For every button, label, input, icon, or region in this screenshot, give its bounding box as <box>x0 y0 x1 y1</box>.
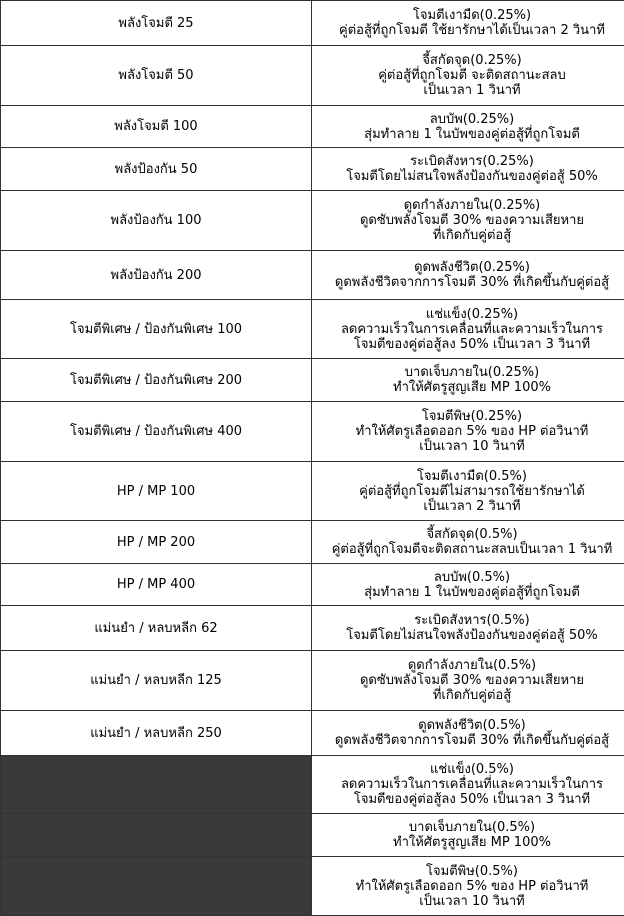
effect-detail-line: ทำให้ศัตรูเลือดออก 5% ของ HP ต่อวินาที <box>316 879 624 894</box>
effect-detail-line: ทำให้ศัตรูเลือดออก 5% ของ HP ต่อวินาที <box>316 424 624 439</box>
effect-name: บาดเจ็บภายใน(0.25%) <box>316 365 624 380</box>
stat-requirement-cell: พลังป้องกัน 200 <box>1 251 312 300</box>
table-row <box>1 106 624 148</box>
table-row <box>1 564 624 606</box>
effect-name: ลบบัพ(0.5%) <box>316 570 624 585</box>
effect-detail-line: คู่ต่อสู้ที่ถูกโจมตีไม่สามารถใช้ยารักษาได้ <box>316 484 624 499</box>
stat-requirement-cell: พลังป้องกัน 50 <box>1 148 312 191</box>
effect-detail-line: ทำให้ศัตรูสูญเสีย MP 100% <box>316 380 624 395</box>
effect-description-cell <box>312 462 624 521</box>
effect-detail-line: คู่ต่อสู้ที่ถูกโจมตี ใช้ยารักษาได้เป็นเวลา 2 วินาที <box>316 23 624 38</box>
stat-requirement-cell: โจมตีพิเศษ / ป้องกันพิเศษ 200 <box>1 359 312 402</box>
effect-detail-line: เป็นเวลา 1 วินาที <box>316 83 624 98</box>
effect-detail-line: โจมตีโดยไม่สนใจพลังป้องกันของคู่ต่อสู้ 50% <box>316 628 624 643</box>
stat-requirement-cell: แม่นยำ / หลบหลีก 125 <box>1 651 312 711</box>
table-row <box>1 251 624 300</box>
effect-description-cell <box>312 756 624 814</box>
stat-requirement-cell: โจมตีพิเศษ / ป้องกันพิเศษ 400 <box>1 402 312 462</box>
effect-description-cell <box>312 521 624 564</box>
effect-detail-line: ลดความเร็วในการเคลื่อนที่และความเร็วในการ <box>316 322 624 337</box>
stat-requirement-cell: พลังป้องกัน 100 <box>1 191 312 251</box>
effect-detail-line: คู่ต่อสู้ที่ถูกโจมตีจะติดสถานะสลบเป็นเวลา 1 วินาที <box>316 542 624 557</box>
table-row <box>1 300 624 359</box>
effect-name: จี้สกัดจุด(0.25%) <box>316 53 624 68</box>
effect-name: โจมตีพิษ(0.5%) <box>316 864 624 879</box>
table-row <box>1 711 624 756</box>
stat-requirement-cell: พลังโจมตี 50 <box>1 46 312 106</box>
effect-description-cell <box>312 857 624 916</box>
effect-detail-line: เป็นเวลา 2 วินาที <box>316 499 624 514</box>
stat-requirement-cell: พลังโจมตี 100 <box>1 106 312 148</box>
effect-description-cell <box>312 191 624 251</box>
table-row <box>1 651 624 711</box>
stat-requirement-cell: แม่นยำ / หลบหลีก 62 <box>1 606 312 651</box>
effect-detail-line: โจมตีโดยไม่สนใจพลังป้องกันของคู่ต่อสู้ 50% <box>316 169 624 184</box>
effect-detail-line: โจมตีของคู่ต่อสู้ลง 50% เป็นเวลา 3 วินาที <box>316 792 624 807</box>
effect-detail-line: ดูดพลังชีวิตจากการโจมตี 30% ที่เกิดขึ้นกับคู่ต่อสู้ <box>316 733 624 748</box>
table-row <box>1 148 624 191</box>
effect-name: ระเบิดสังหาร(0.25%) <box>316 154 624 169</box>
stat-requirement-cell: HP / MP 100 <box>1 462 312 521</box>
table-row <box>1 191 624 251</box>
effect-detail-line: เป็นเวลา 10 วินาที <box>316 894 624 909</box>
effect-name: จี้สกัดจุด(0.5%) <box>316 527 624 542</box>
empty-stat-cell <box>1 756 312 814</box>
effect-detail-line: สุ่มทำลาย 1 ในบัพของคู่ต่อสู้ที่ถูกโจมตี <box>316 127 624 142</box>
table-row <box>1 814 624 857</box>
effect-detail-line: เป็นเวลา 10 วินาที <box>316 439 624 454</box>
effect-name: ดูดกำลังภายใน(0.25%) <box>316 198 624 213</box>
effect-detail-line: ที่เกิดกับคู่ต่อสู้ <box>316 228 624 243</box>
effect-detail-line: ที่เกิดกับคู่ต่อสู้ <box>316 688 624 703</box>
empty-stat-cell <box>1 857 312 916</box>
stat-requirement-cell: แม่นยำ / หลบหลีก 250 <box>1 711 312 756</box>
table-row <box>1 402 624 462</box>
effect-name: ลบบัพ(0.25%) <box>316 112 624 127</box>
effect-name: บาดเจ็บภายใน(0.5%) <box>316 820 624 835</box>
stat-requirement-cell: HP / MP 400 <box>1 564 312 606</box>
effect-description-cell <box>312 814 624 857</box>
effect-description-cell <box>312 46 624 106</box>
table-row <box>1 521 624 564</box>
stat-requirement-cell: HP / MP 200 <box>1 521 312 564</box>
effect-description-cell <box>312 251 624 300</box>
effect-name: โจมตีเงามืด(0.25%) <box>316 8 624 23</box>
effect-name: แช่แข็ง(0.25%) <box>316 307 624 322</box>
effect-description-cell <box>312 148 624 191</box>
effect-description-cell <box>312 106 624 148</box>
effect-detail-line: คู่ต่อสู้ที่ถูกโจมตี จะติดสถานะสลบ <box>316 68 624 83</box>
effect-description-cell <box>312 711 624 756</box>
effect-description-cell <box>312 1 624 46</box>
effect-detail-line: ทำให้ศัตรูสูญเสีย MP 100% <box>316 835 624 850</box>
stat-requirement-cell: โจมตีพิเศษ / ป้องกันพิเศษ 100 <box>1 300 312 359</box>
table-row <box>1 756 624 814</box>
table-row <box>1 359 624 402</box>
effect-detail-line: สุ่มทำลาย 1 ในบัพของคู่ต่อสู้ที่ถูกโจมตี <box>316 585 624 600</box>
effect-description-cell <box>312 359 624 402</box>
effect-description-cell <box>312 564 624 606</box>
effect-detail-line: ดูดซับพลังโจมตี 30% ของความเสียหาย <box>316 213 624 228</box>
stat-requirement-cell: พลังโจมตี 25 <box>1 1 312 46</box>
effect-description-cell <box>312 651 624 711</box>
effect-description-cell <box>312 402 624 462</box>
effect-detail-line: ดูดซับพลังโจมตี 30% ของความเสียหาย <box>316 673 624 688</box>
table-row <box>1 46 624 106</box>
empty-stat-cell <box>1 814 312 857</box>
effect-name: ดูดกำลังภายใน(0.5%) <box>316 658 624 673</box>
stat-bonus-rows <box>1 1 624 916</box>
effect-name: ดูดพลังชีวิต(0.5%) <box>316 718 624 733</box>
effect-name: ระเบิดสังหาร(0.5%) <box>316 613 624 628</box>
table-row <box>1 857 624 916</box>
effect-detail-line: โจมตีของคู่ต่อสู้ลง 50% เป็นเวลา 3 วินาที <box>316 337 624 352</box>
effect-description-cell <box>312 606 624 651</box>
effect-detail-line: ลดความเร็วในการเคลื่อนที่และความเร็วในการ <box>316 777 624 792</box>
effect-description-cell <box>312 300 624 359</box>
effect-name: โจมตีเงามืด(0.5%) <box>316 469 624 484</box>
table-row <box>1 1 624 46</box>
effect-name: โจมตีพิษ(0.25%) <box>316 409 624 424</box>
effect-detail-line: ดูดพลังชีวิตจากการโจมตี 30% ที่เกิดขึ้นกับคู่ต่อสู้ <box>316 275 624 290</box>
table-row <box>1 462 624 521</box>
table-row <box>1 606 624 651</box>
effect-name: แช่แข็ง(0.5%) <box>316 762 624 777</box>
effect-name: ดูดพลังชีวิต(0.25%) <box>316 260 624 275</box>
